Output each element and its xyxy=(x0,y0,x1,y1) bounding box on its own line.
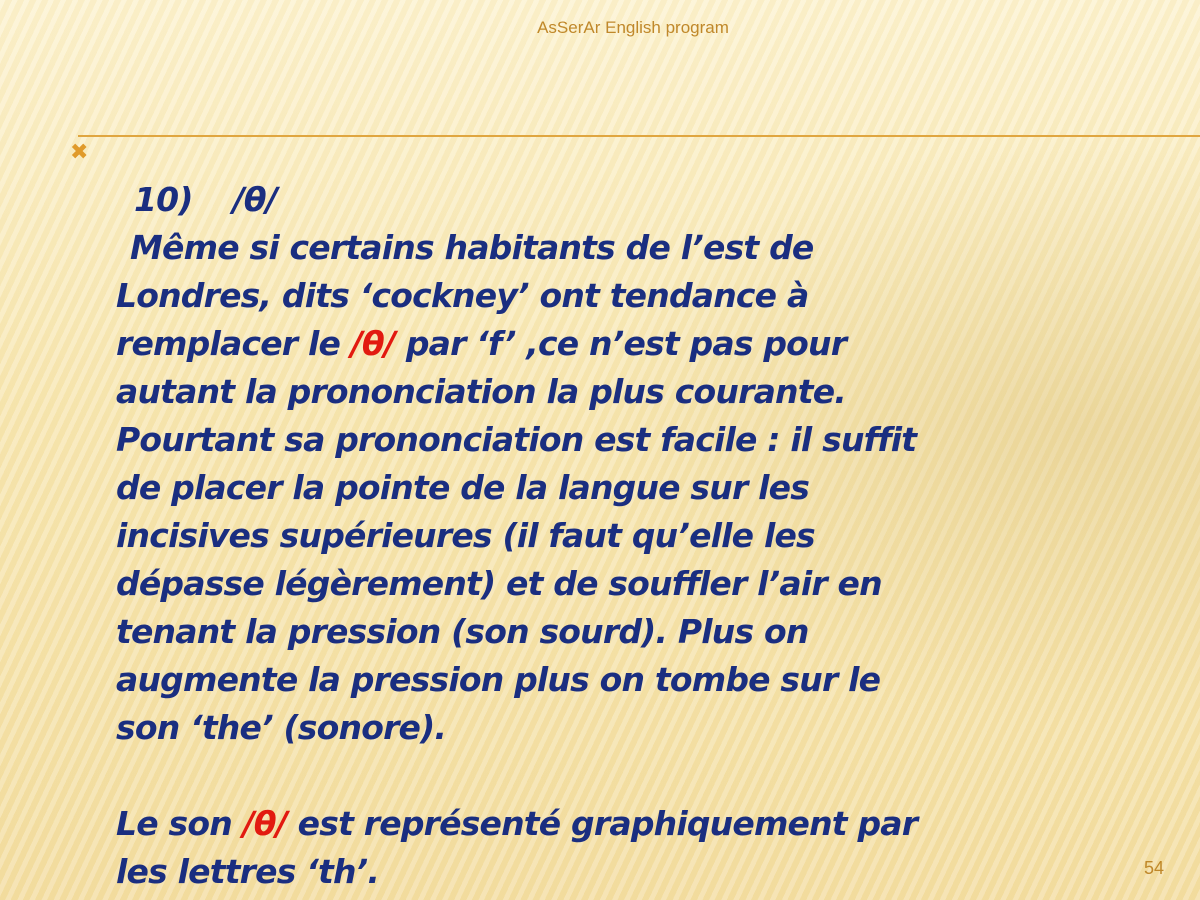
text-line-8: dépasse légèrement) et de souffler l’air en xyxy=(116,564,882,603)
text-line-12-end: est représenté graphiquement par xyxy=(286,804,918,843)
text-line-5: Pourtant sa prononciation est facile : il suffit xyxy=(116,420,917,459)
page-number: 54 xyxy=(1144,858,1165,878)
phoneme-theta: /θ/ xyxy=(350,324,396,363)
text-line-2: Londres, dits ‘cockney’ ont tendance à xyxy=(116,276,809,315)
text-line-1-content: Même si certains habitants de l’est de xyxy=(130,228,814,267)
text-line-6: de placer la pointe de la langue sur les xyxy=(116,468,810,507)
text-line-3 xyxy=(116,320,1186,368)
heading-line xyxy=(116,176,1186,224)
heading-number: 10) xyxy=(134,180,193,219)
heading-symbol: /θ/ xyxy=(232,180,277,219)
text-line-4: autant la prononciation la plus courante. xyxy=(116,372,847,411)
text-line-12-start: Le son xyxy=(116,804,243,843)
text-line-1 xyxy=(116,224,1186,272)
text-line-9: tenant la pression (son sourd). Plus on xyxy=(116,612,809,651)
text-line-12 xyxy=(116,800,1186,848)
paragraph-gap xyxy=(116,752,1186,800)
text-line-3-end: par ‘f’ ,ce n’est pas pour xyxy=(395,324,847,363)
text-line-11: son ‘the’ (sonore). xyxy=(116,708,447,747)
text-line-3-start: remplacer le xyxy=(116,324,351,363)
text-line-7: incisives supérieures (il faut qu’elle les xyxy=(116,516,815,555)
bullet-x-icon: ✖ xyxy=(70,140,89,165)
slide-body xyxy=(116,176,1186,896)
header-divider xyxy=(78,135,1200,137)
phoneme-theta-2: /θ/ xyxy=(242,804,287,843)
slide-header: AsSerAr English program xyxy=(537,18,729,37)
text-line-10: augmente la pression plus on tombe sur le xyxy=(116,660,881,699)
text-line-13: les lettres ‘th’. xyxy=(116,852,380,891)
